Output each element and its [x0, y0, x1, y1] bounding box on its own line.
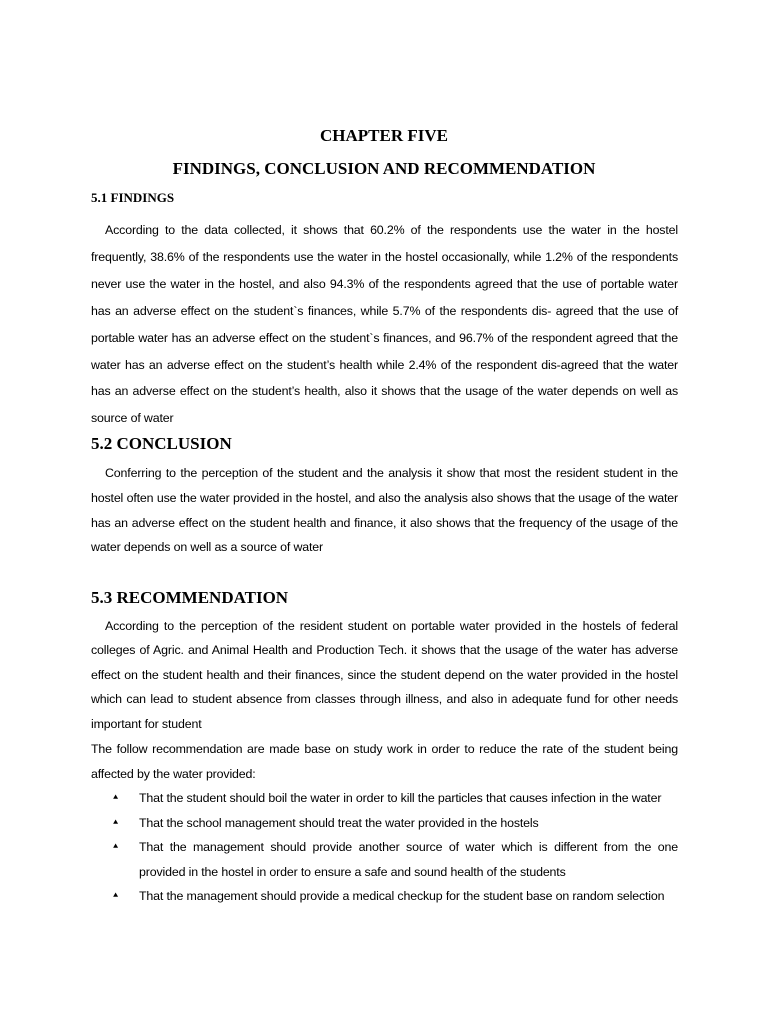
list-item — [91, 835, 678, 884]
list-item-text: That the management should provide another source of water which is different from the one provided in the hostel in order to ensure a safe and sound health of the students — [139, 840, 678, 879]
recommendation-heading: 5.3 RECOMMENDATION — [91, 588, 289, 607]
arrowhead-bullet-icon: ⯅ — [112, 792, 120, 802]
list-item — [91, 786, 678, 811]
list-item-text: That the student should boil the water in order to kill the particles that causes infection in the water — [139, 791, 662, 805]
chapter-title: CHAPTER FIVE — [320, 126, 448, 145]
arrowhead-bullet-icon: ⯅ — [112, 890, 120, 900]
findings-paragraph: According to the data collected, it shows that 60.2% of the respondents use the water in the hostel frequently, 38.6% of the respondents use the water in the hostel occasionally, while 1.2% of the respondents never use the water in the hostel, and also 94.3% of the respondents agreed that the use of portable water has an adverse effect on the student`s finances, while 5.7% of the respondents dis- agreed that the use of portable water has an adverse effect on the student`s finances, and 96.7% of the respondent agreed that the water has an adverse effect on the student’s health while 2.4% of the respondent dis-agreed that the water has an adverse effect on the student’s health, also it shows that the usage of the water depends on well as source of water — [91, 223, 678, 426]
conclusion-heading: 5.2 CONCLUSION — [91, 434, 232, 453]
recommendation-list — [91, 786, 678, 909]
list-item-text: That the school management should treat the water provided in the hostels — [139, 815, 539, 830]
recommendation-paragraph: According to the perception of the resident student on portable water provided in the hostels of federal colleges of Agric. and Animal Health and Production Tech. it shows that the usage of the water has adverse effect on the student health and their finances, since the student depend on the water provided in the hostel which can lead to student absence from classes through illness, and also in adequate fund for other needs important for student — [91, 619, 678, 731]
arrowhead-bullet-icon: ⯅ — [112, 816, 120, 827]
list-item — [91, 811, 678, 836]
findings-heading: 5.1 FINDINGS — [91, 190, 175, 205]
recommendation-intro: The follow recommendation are made base on study work in order to reduce the rate of the student being affected by the water provided: — [91, 742, 678, 781]
list-item — [91, 884, 678, 909]
arrowhead-bullet-icon: ⯅ — [112, 841, 120, 851]
list-item-text: That the management should provide a medical checkup for the student base on random selection — [139, 889, 665, 903]
conclusion-paragraph: Conferring to the perception of the student and the analysis it show that most the resident student in the hostel often use the water provided in the hostel, and also the analysis also shows that the usage of the water has an adverse effect on the student health and finance, it also shows that the frequency of the usage of the water depends on well as a source of water — [91, 466, 678, 555]
chapter-subtitle: FINDINGS, CONCLUSION AND RECOMMENDATION — [172, 159, 596, 178]
